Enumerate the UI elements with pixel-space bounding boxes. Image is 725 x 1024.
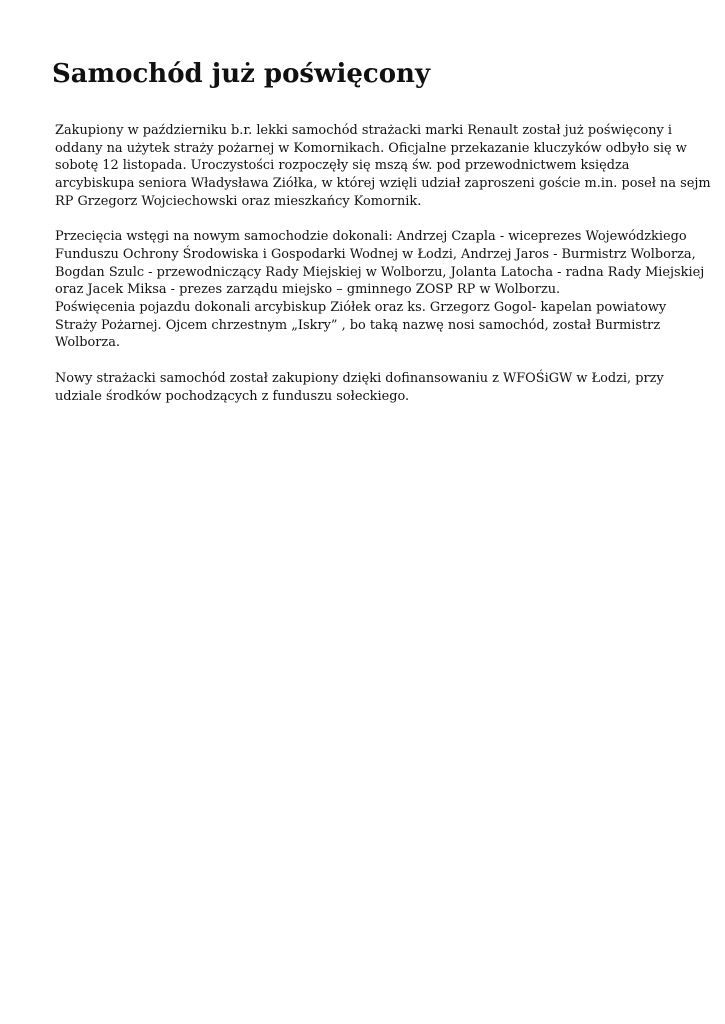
paragraph-funding xyxy=(55,370,685,405)
text-line: oraz Jacek Miksa - prezes zarządu miejsko – gminnego ZOSP RP w Wolborzu. xyxy=(55,282,561,298)
text-line: sobotę 12 listopada. Uroczystości rozpoczęły się mszą św. pod przewodnictwem księdza xyxy=(55,158,630,174)
text-line: Straży Pożarnej. Ojcem chrzestnym „Iskry” , bo taką nazwę nosi samochód, został Burmistrz xyxy=(55,317,661,333)
paragraph-ribbon-cutting xyxy=(55,228,705,352)
text-line: Wolborza. xyxy=(55,335,121,351)
text-line: Bogdan Szulc - przewodniczący Rady Miejskiej w Wolborzu, Jolanta Latocha - radna Rady Miejskiej xyxy=(55,264,705,280)
article-body xyxy=(55,122,711,423)
text-line: udziale środków pochodzących z funduszu sołeckiego. xyxy=(55,388,410,404)
text-line: oddany na użytek straży pożarnej w Komornikach. Oficjalne przekazanie kluczyków odbyło się w xyxy=(55,140,687,156)
text-line: Poświęcenia pojazdu dokonali arcybiskup Ziółek oraz ks. Grzegorz Gogol- kapelan powiatowy xyxy=(55,300,667,316)
article-title: Samochód już poświęcony xyxy=(52,59,431,89)
text-line: RP Grzegorz Wojciechowski oraz mieszkańcy Komornik. xyxy=(55,193,422,209)
text-line: Przecięcia wstęgi na nowym samochodzie dokonali: Andrzej Czapla - wiceprezes Wojewódzkiego xyxy=(55,229,687,245)
paragraph-vehicle-blessing xyxy=(55,122,711,211)
text-line: Funduszu Ochrony Środowiska i Gospodarki Wodnej w Łodzi, Andrzej Jaros - Burmistrz Wolborza, xyxy=(55,246,696,262)
text-line: Nowy strażacki samochód został zakupiony dzięki dofinansowaniu z WFOŚiGW w Łodzi, przy xyxy=(55,370,664,386)
text-line: arcybiskupa seniora Władysława Ziółka, w której wzięli udział zaproszeni goście m.in. poseł na sejm xyxy=(55,176,711,192)
text-line: Zakupiony w październiku b.r. lekki samochód strażacki marki Renault został już poświęcony i xyxy=(55,123,673,138)
